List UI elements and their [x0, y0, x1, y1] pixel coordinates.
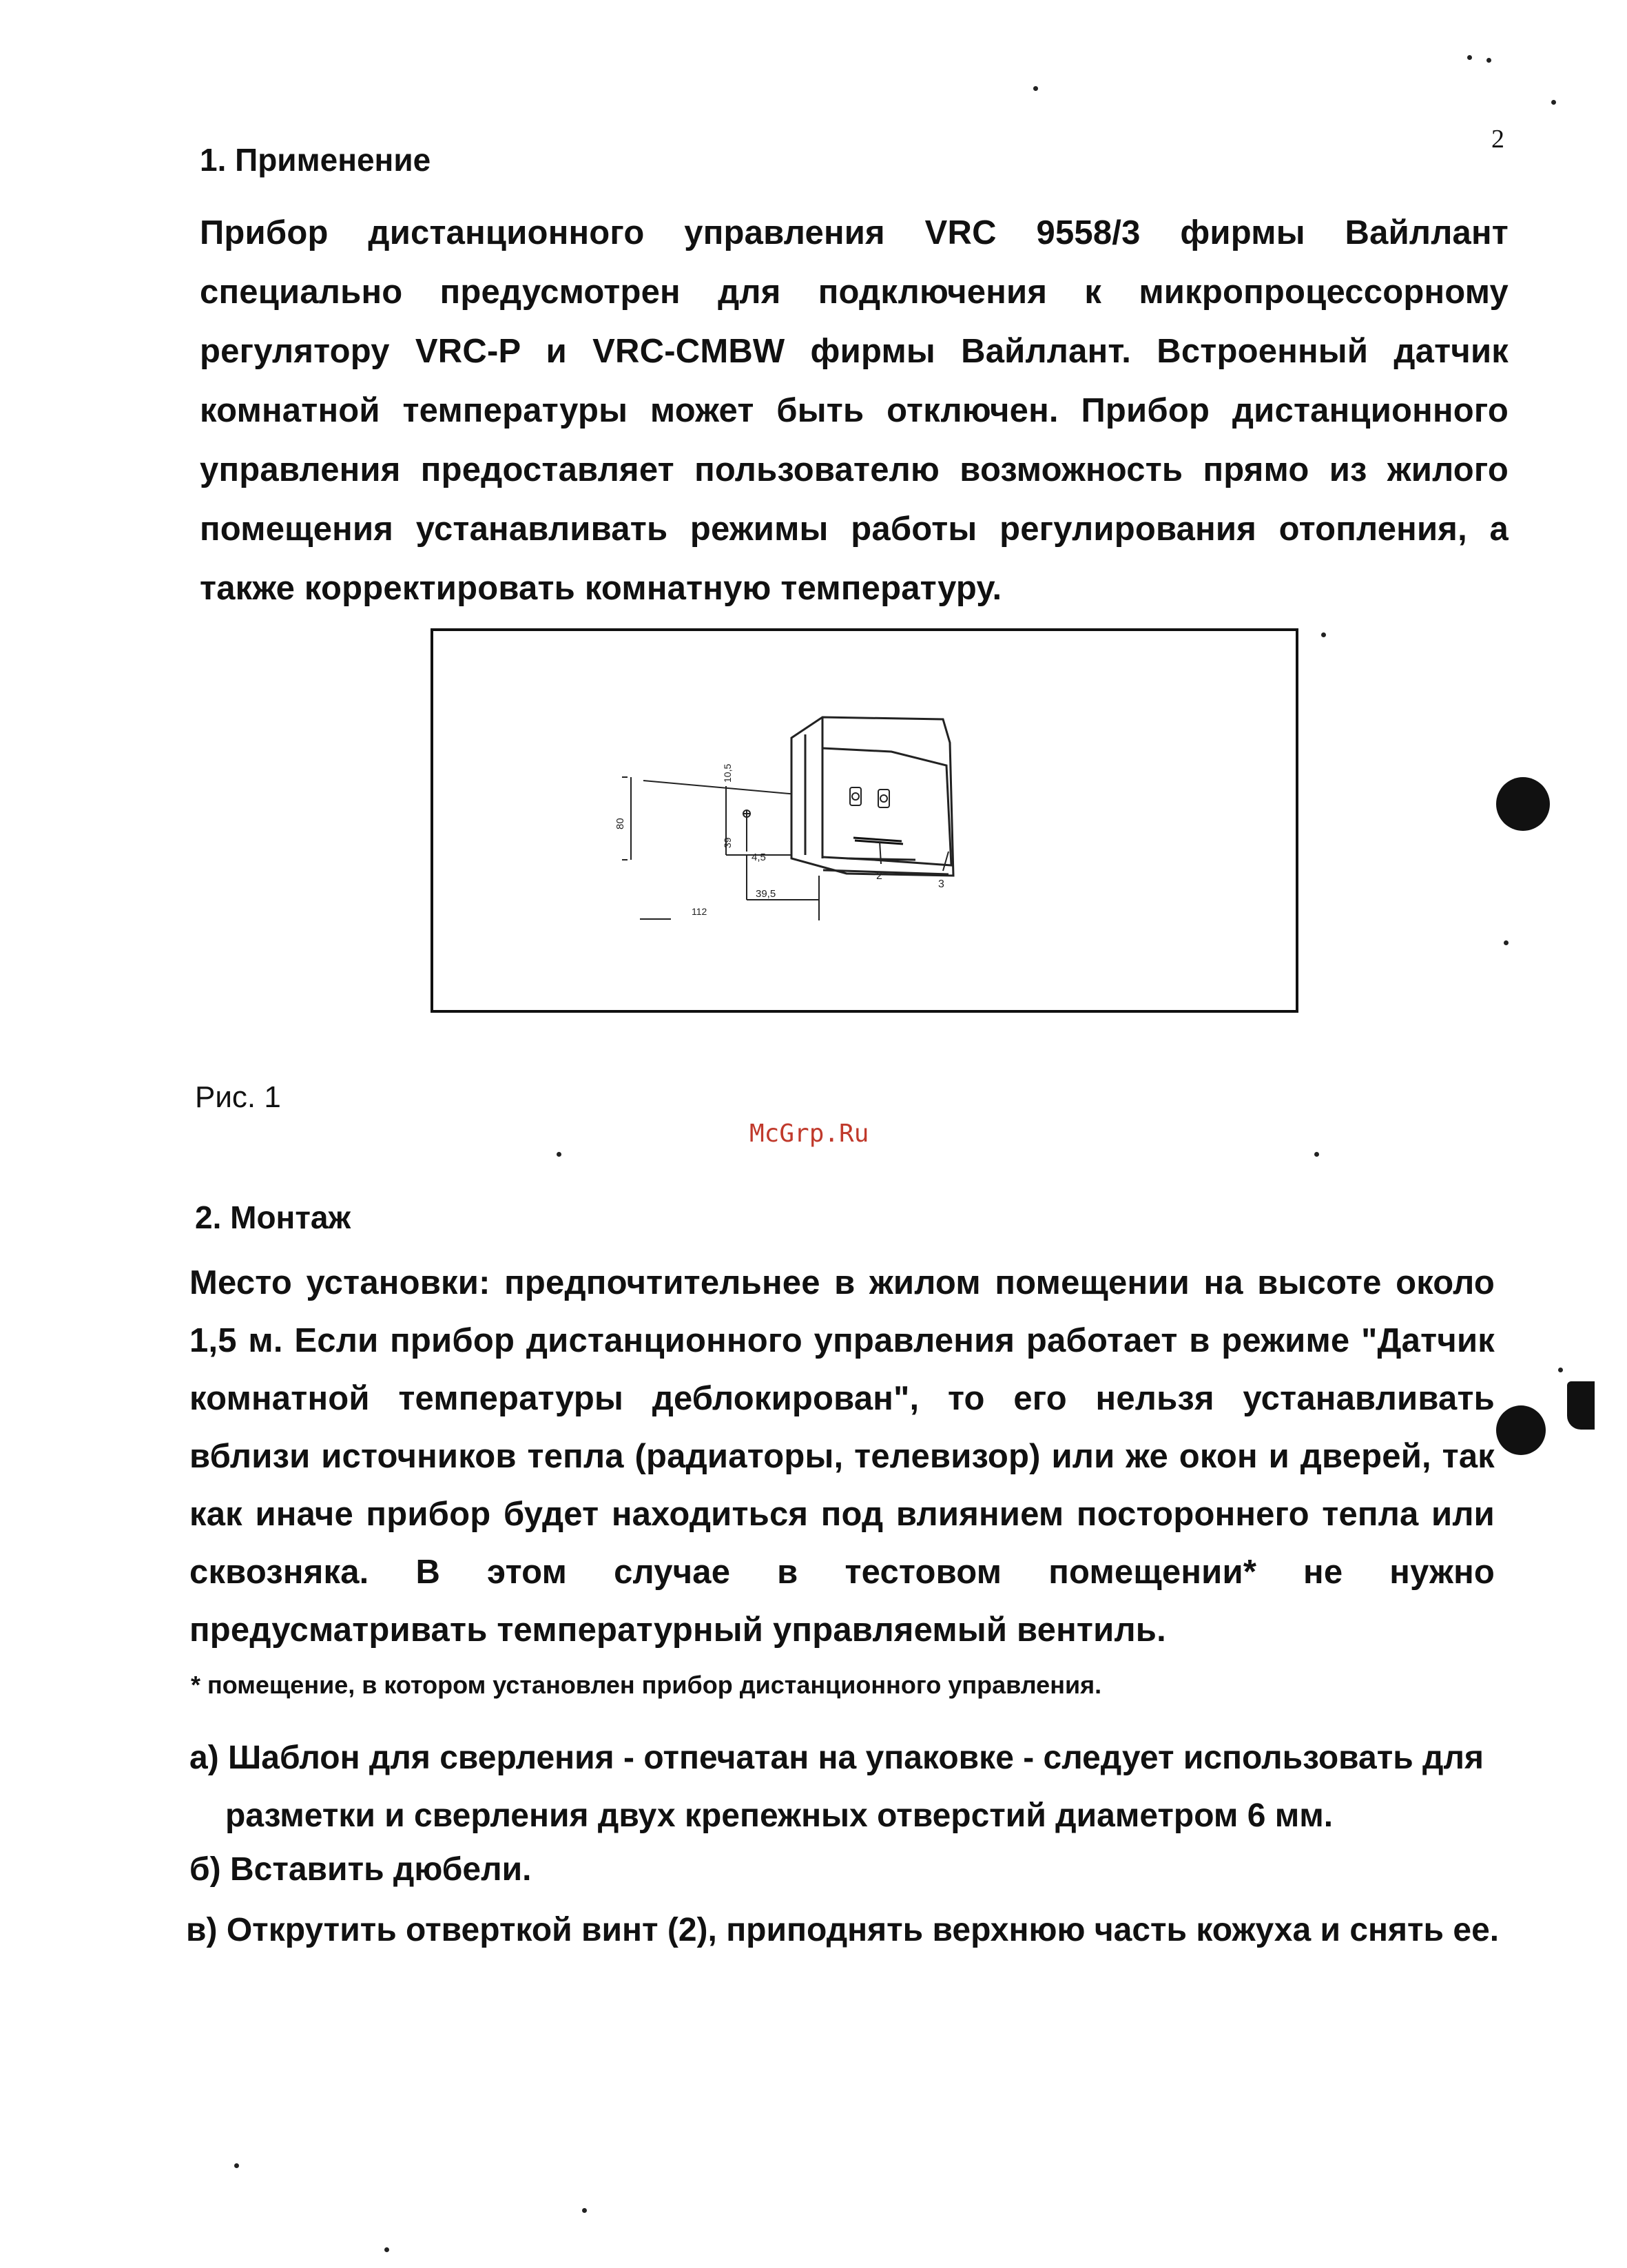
- callout-2: 2: [876, 870, 882, 882]
- dim-label-112: 112: [692, 906, 707, 917]
- scan-speck: [384, 2247, 389, 2252]
- dim-label-80: 80: [614, 818, 626, 829]
- figure-caption: Рис. 1: [195, 1080, 281, 1114]
- installation-paragraph: Место установки: предпочтительнее в жилом помещении на высоте около 1,5 м. Если прибор дистанционного управления работает в режиме "Датчик комнатной температуры деблокирован", то его нельзя устанавливать вблизи источников тепла (радиаторы, телевизор) или же окон и дверей, так как иначе прибор будет находиться под влиянием постороннего тепла или сквозняка. В этом случае в тестовом помещении* не нужно предусматривать температурный управляемый вентиль.: [189, 1264, 1495, 1649]
- dim-label-10-5: 10,5: [722, 763, 733, 783]
- scan-speck: [582, 2208, 587, 2213]
- list-text: Вставить дюбели.: [229, 1851, 532, 1888]
- scan-speck: [1467, 55, 1472, 60]
- dim-label-39: 39: [722, 837, 733, 848]
- section-heading-installation: 2. Монтаж: [195, 1199, 351, 1235]
- scan-speck: [1558, 1368, 1563, 1372]
- scan-speck: [1504, 940, 1509, 945]
- list-text-continuation: разметки и сверления двух крепежных отверстий диаметром 6 мм.: [225, 1797, 1334, 1834]
- watermark: McGrp.Ru: [749, 1120, 869, 1148]
- punch-hole-mark: [1496, 1405, 1546, 1455]
- figure-1-frame: [431, 628, 1298, 1013]
- list-item-b: [189, 1841, 531, 1899]
- list-item-a: [189, 1729, 1495, 1845]
- device-body: [791, 717, 953, 876]
- page-number: 2: [1491, 125, 1504, 154]
- dim-label-39-5: 39,5: [756, 888, 776, 900]
- scan-speck: [1033, 86, 1038, 91]
- scan-speck: [234, 2163, 239, 2168]
- dim-label-4-5: 4,5: [752, 852, 766, 863]
- scan-speck: [1321, 632, 1326, 637]
- list-item-c: [186, 1901, 1499, 1959]
- scan-speck: [1551, 100, 1556, 105]
- list-marker: в): [186, 1912, 218, 1948]
- punch-hole-mark: [1496, 777, 1550, 831]
- scan-speck: [1486, 58, 1491, 63]
- list-marker: б): [189, 1851, 221, 1888]
- application-paragraph: Прибор дистанционного управления VRC 9558/3 фирмы Вайллант специально предусмотрен для подключения к микропроцессорному регулятору VRC-P и VRC-CMBW фирмы Вайллант. Встроенный датчик комнатной температуры может быть отключен. Прибор дистанционного управления предоставляет пользователю возможность прямо из жилого помещения устанавливать режимы работы регулирования отопления, а также корректировать комнатную температуру.: [200, 214, 1509, 607]
- list-text: Шаблон для сверления - отпечатан на упаковке - следует использовать для: [228, 1740, 1484, 1776]
- footnote: * помещение, в котором установлен прибор дистанционного управления.: [191, 1671, 1102, 1699]
- list-text: Открутить отверткой винт (2), приподнять верхнюю часть кожуха и снять ее.: [226, 1912, 1500, 1948]
- scan-speck: [557, 1152, 561, 1157]
- section-heading-application: 1. Применение: [200, 142, 431, 178]
- scan-speck: [1314, 1152, 1319, 1157]
- device-mounting-diagram: [433, 631, 1296, 1010]
- callout-3: 3: [938, 878, 944, 890]
- list-marker: а): [189, 1740, 219, 1776]
- scan-edge-mark: [1567, 1381, 1595, 1430]
